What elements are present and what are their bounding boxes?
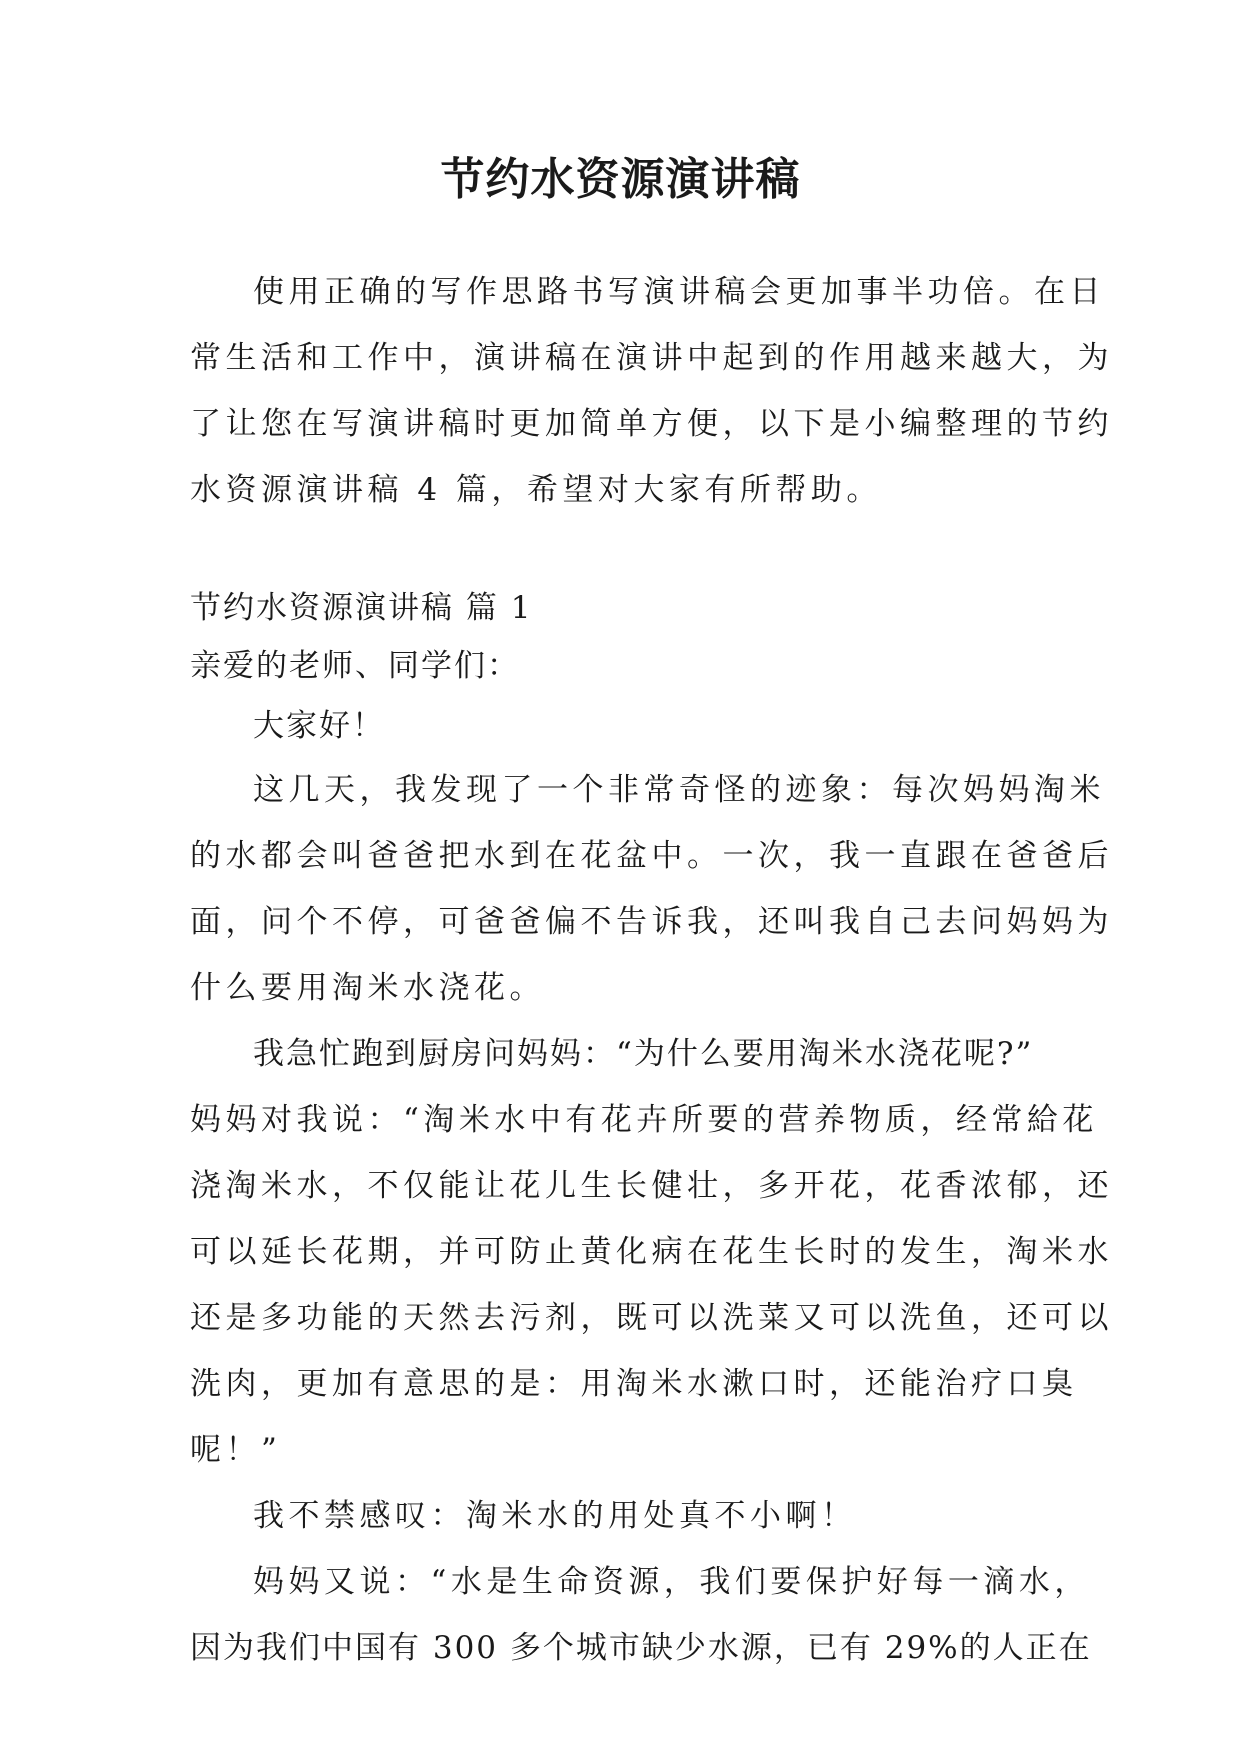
paragraph2-line-7: 呢！” [190, 1432, 282, 1468]
intro-line-2: 常生活和工作中，演讲稿在演讲中起到的作用越来越大，为 [190, 340, 1113, 376]
intro-line-4: 水资源演讲稿 4 篇，希望对大家有所帮助。 [190, 472, 882, 508]
intro-line-1: 使用正确的写作思路书写演讲稿会更加事半功倍。在日 [253, 274, 1105, 310]
intro-line-3: 了让您在写演讲稿时更加简单方便，以下是小编整理的节约 [190, 406, 1113, 442]
paragraph2-line-2: 妈妈对我说：“淘米水中有花卉所要的营养物质，经常給花 [190, 1102, 1098, 1138]
paragraph1-line-1: 这几天，我发现了一个非常奇怪的迹象：每次妈妈淘米 [253, 772, 1105, 808]
document-title: 节约水资源演讲稿 [440, 154, 801, 205]
paragraph4-line-2: 因为我们中国有 300 多个城市缺少水源，已有 29%的人正在 [190, 1630, 1092, 1666]
paragraph2-line-1: 我急忙跑到厨房问妈妈：“为什么要用淘米水浇花呢?” [253, 1036, 1034, 1072]
paragraph4-line-1: 妈妈又说：“水是生命资源，我们要保护好每一滴水， [253, 1564, 1090, 1600]
paragraph1-line-2: 的水都会叫爸爸把水到在花盆中。一次，我一直跟在爸爸后 [190, 838, 1113, 874]
paragraph2-line-6: 洗肉，更加有意思的是：用淘米水漱口时，还能治疗口臭 [190, 1366, 1078, 1402]
paragraph2-line-3: 浇淘米水，不仅能让花儿生长健壮，多开花，花香浓郁，还 [190, 1168, 1113, 1204]
greeting: 大家好！ [253, 708, 385, 744]
paragraph2-line-4: 可以延长花期，并可防止黄化病在花生长时的发生，淘米水 [190, 1234, 1113, 1270]
paragraph3: 我不禁感叹：淘米水的用处真不小啊！ [253, 1498, 857, 1534]
paragraph1-line-3: 面，问个不停，可爸爸偏不告诉我，还叫我自己去问妈妈为 [190, 904, 1113, 940]
paragraph1-line-4: 什么要用淘米水浇花。 [190, 970, 545, 1006]
section-heading: 节约水资源演讲稿 篇 1 [190, 590, 533, 626]
salutation: 亲爱的老师、同学们： [190, 648, 520, 684]
paragraph2-line-5: 还是多功能的天然去污剂，既可以洗菜又可以洗鱼，还可以 [190, 1300, 1113, 1336]
